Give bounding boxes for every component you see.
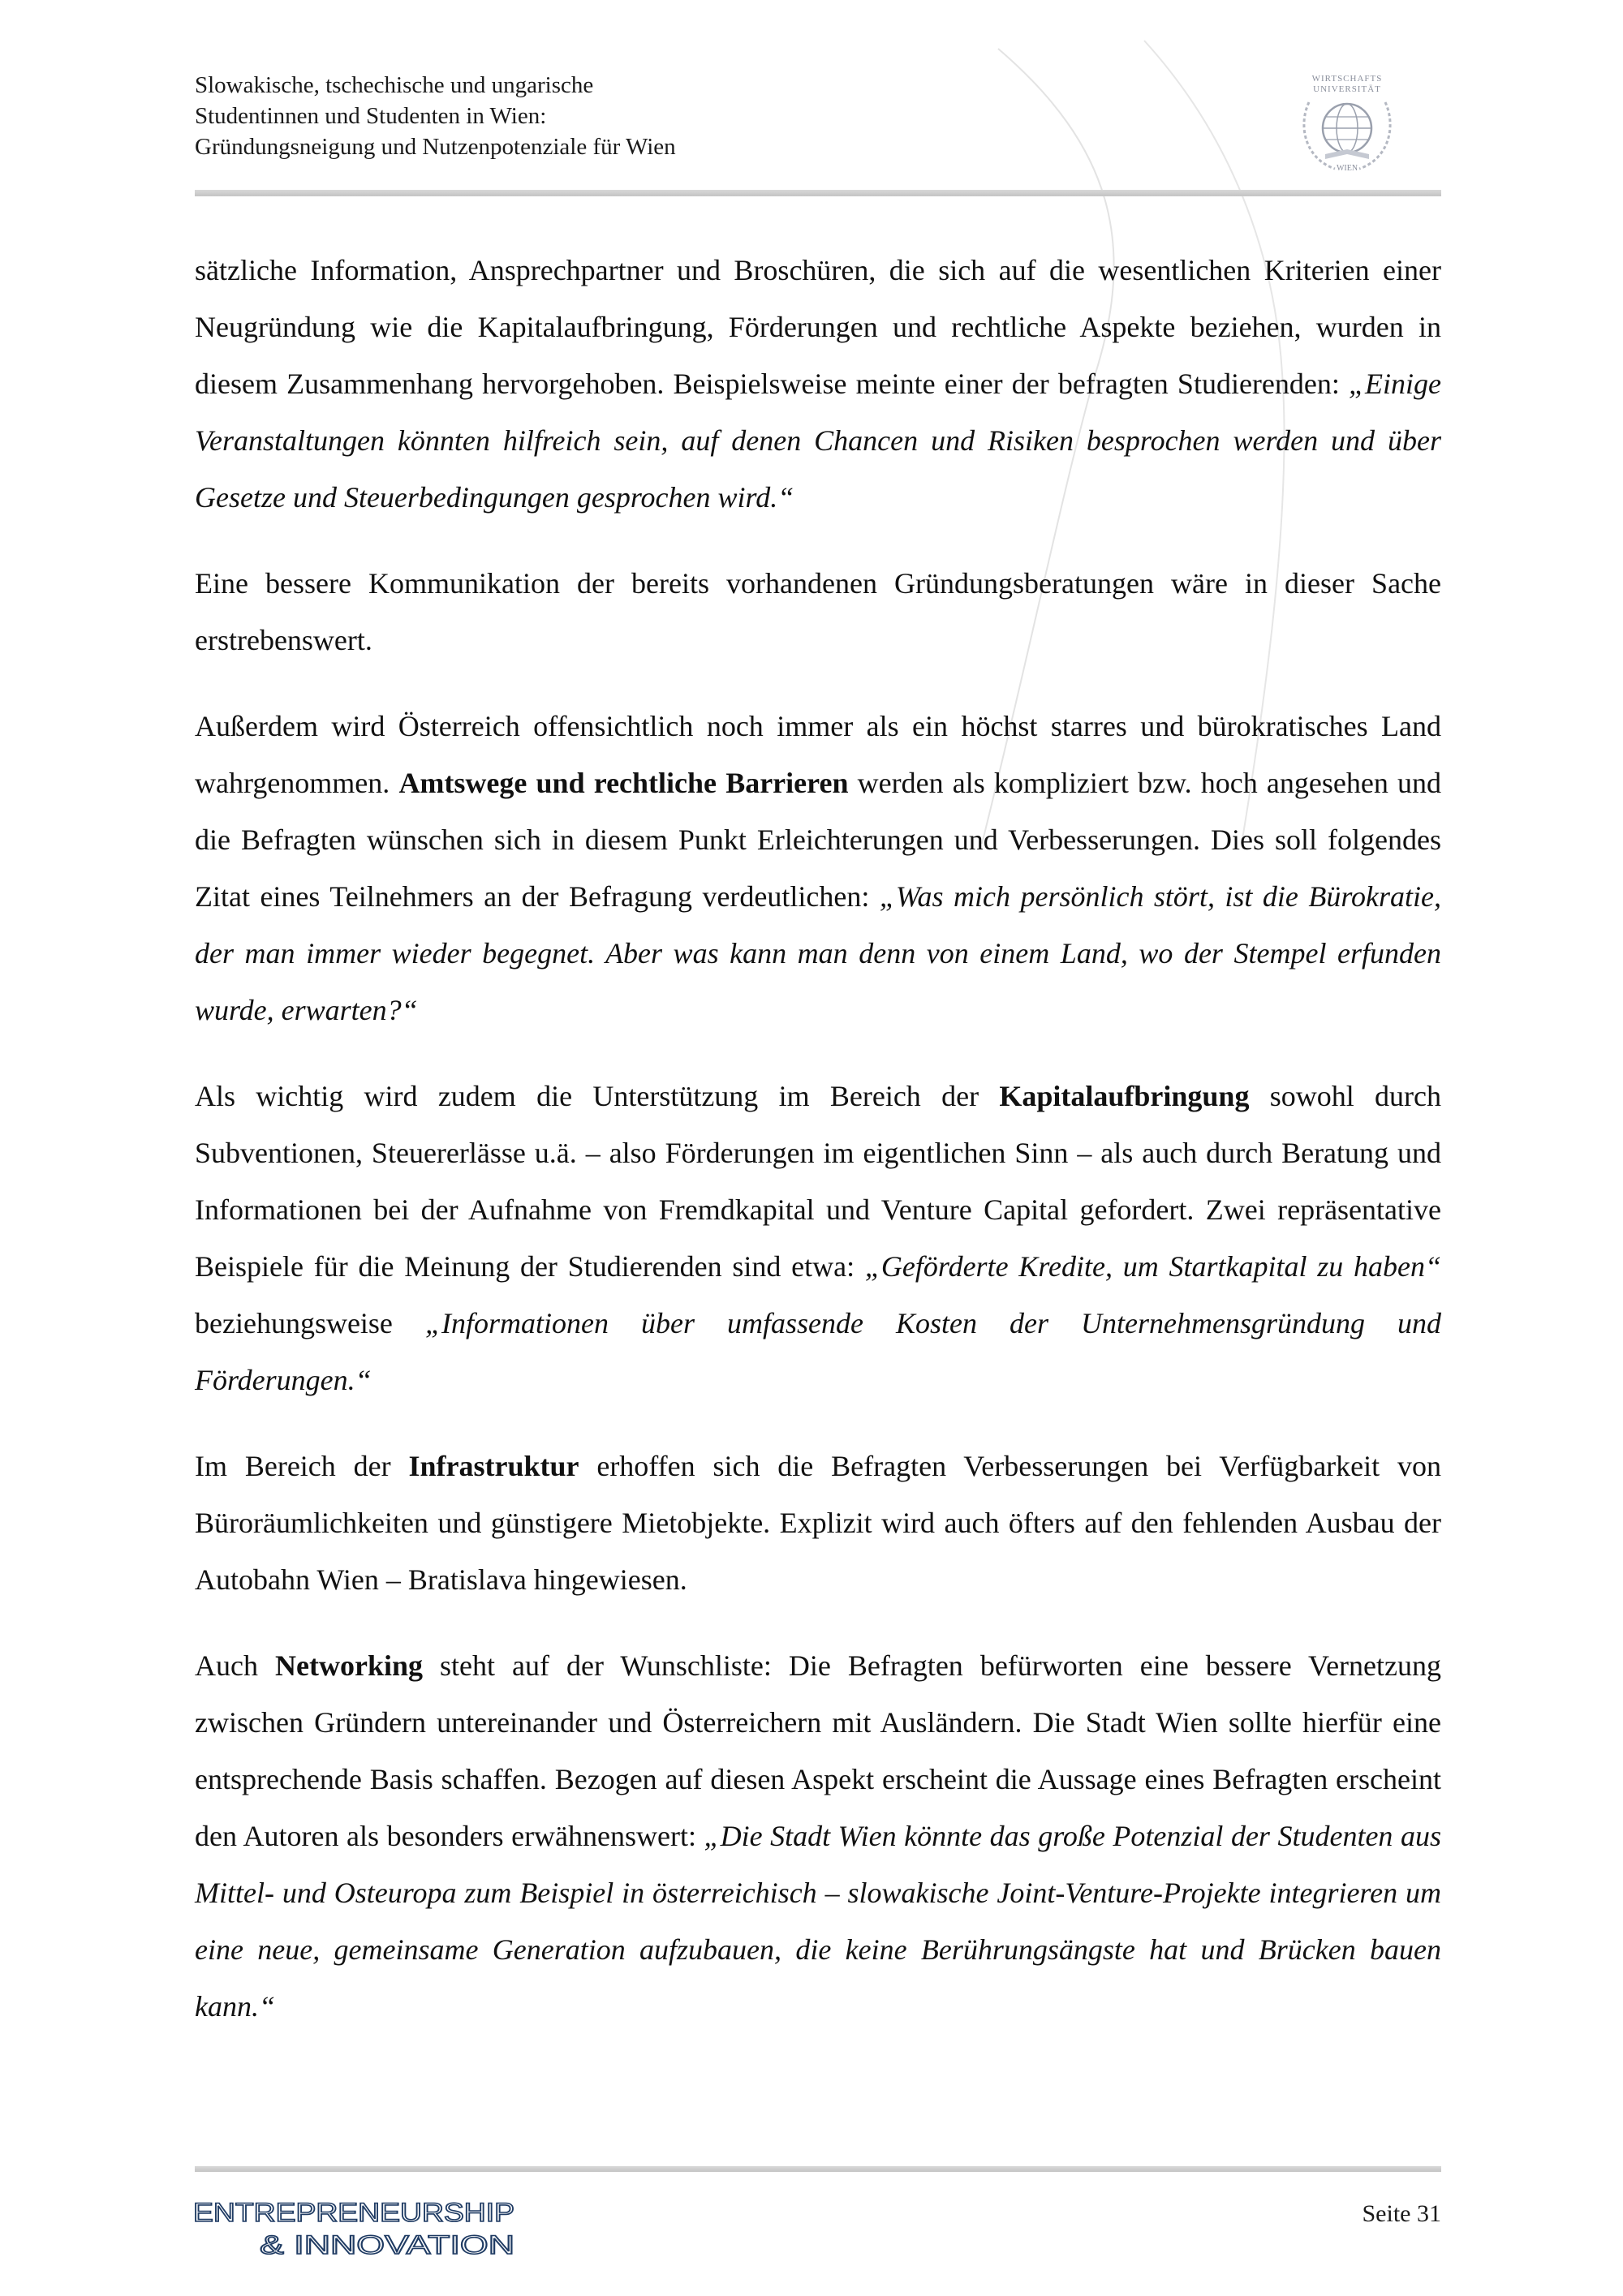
p1-text: sätzliche Information, Ansprechpartner und Broschüren, die sich auf die wesentlichen Kriterien einer Neugründung wie die Kapitalaufbringung, Förderungen und rechtliche Aspekte beziehen, wurden in diesem Zusammenhang hervorgehoben. Beispielsweise meinte einer der befragten Studierenden: [195,254,1441,400]
university-crest-logo [1286,70,1408,175]
footer-logo-line-2: & INNOVATION [260,2230,514,2259]
p3-quote: „Was mich persönlich stört, ist die Bürokratie, der man immer wieder begegnet. Aber was kann man denn von einem Land, wo der Stempel erfunden wurde, erwarten?“ [195,880,1441,1026]
p6-bold: Networking [275,1649,423,1682]
crest-text-3: WIEN [1336,164,1358,173]
p5-bold: Infrastruktur [408,1450,579,1482]
entrepreneurship-innovation-logo [193,2194,518,2259]
header-line-3: Gründungsneigung und Nutzenpotenziale für Wien [195,134,676,160]
page-number: Seite 31 [1362,2200,1441,2227]
p3-text-1: Außerdem wird Österreich offensichtlich noch immer als ein höchst starres und bürokratisches Land wahrgenommen. [195,710,1441,799]
crest-text-1: WIRTSCHAFTS [1311,74,1383,84]
paragraph-5 [195,1438,1441,1608]
p4-bold: Kapitalaufbringung [999,1080,1250,1112]
crest-text-2: UNIVERSITÄT [1313,84,1381,94]
paragraph-4 [195,1068,1441,1408]
p6-text-2: steht auf der Wunschliste: Die Befragten befürworten eine bessere Vernetzung zwischen Gründern untereinander und Österreichern mit Ausländern. Die Stadt Wien sollte hierfür eine entsprechende Basis schaffen. Bezogen auf diesen Aspekt erscheint die Aussage eines Befragten erscheint den Autoren als besonders erwähnenswert: [195,1649,1441,1852]
p6-quote: „Die Stadt Wien könnte das große Potenzial der Studenten aus Mittel- und Osteuropa zum Beispiel in österreichisch – slowakische Joint-Venture-Projekte integrieren um eine neue, gemeinsame Generation aufzubauen, die keine Berührungsängste hat und Brücken bauen kann.“ [195,1820,1441,2023]
p3-bold: Amtswege und rechtliche Barrieren [398,767,849,799]
p5-text-2: erhoffen sich die Befragten Verbesserungen bei Verfügbarkeit von Büroräumlichkeiten und günstigere Mietobjekte. Explizit wird auch öfters auf den fehlenden Ausbau der Autobahn Wien – Bratislava hingewiesen. [195,1450,1441,1596]
paragraph-6 [195,1637,1441,2035]
p1-quote: „Einige Veranstaltungen könnten hilfreich sein, auf denen Chancen und Risiken besprochen werden und über Gesetze und Steuerbedingungen gesprochen wird.“ [195,368,1441,514]
p4-quote-2: „Informationen über umfassende Kosten der Unternehmensgründung und Förderungen.“ [195,1307,1441,1396]
paragraph-3 [195,698,1441,1038]
p4-text-1: Als wichtig wird zudem die Unterstützung im Bereich der [195,1080,1000,1112]
p5-text-1: Im Bereich der [195,1450,409,1482]
p4-text-2: sowohl durch Subventionen, Steuererlässe u.ä. – also Förderungen im eigentlichen Sinn – als auch durch Beratung und Informationen bei der Aufnahme von Fremdkapital und Venture Capital gefordert. Zwei repräsentative Beispiele für die Meinung der Studierenden sind etwa: [195,1080,1441,1283]
footer-logo-line-1: ENTREPRENEURSHIP [193,2198,514,2227]
paragraph-2 [195,555,1441,669]
footer-rule [195,2166,1441,2172]
paragraph-1 [195,242,1441,526]
p3-text-2: werden als kompliziert bzw. hoch angesehen und die Befragten wünschen sich in diesem Punkt Erleichterungen und Verbesserungen. Dies soll folgendes Zitat eines Teilnehmers an der Befragung verdeutlichen: [195,767,1441,913]
header-rule [195,190,1441,196]
main-body [195,242,1441,2064]
p2-text: Eine bessere Kommunikation der bereits vorhandenen Gründungsberatungen wäre in dieser Sache erstrebenswert. [195,567,1441,656]
header-line-2: Studentinnen und Studenten in Wien: [195,103,547,129]
p6-text-1: Auch [195,1649,275,1682]
p4-text-3: beziehungsweise [195,1307,425,1339]
document-header [195,70,676,162]
header-line-1: Slowakische, tschechische und ungarische [195,72,594,98]
p4-quote-1: „Geförderte Kredite, um Startkapital zu haben“ [864,1250,1442,1283]
